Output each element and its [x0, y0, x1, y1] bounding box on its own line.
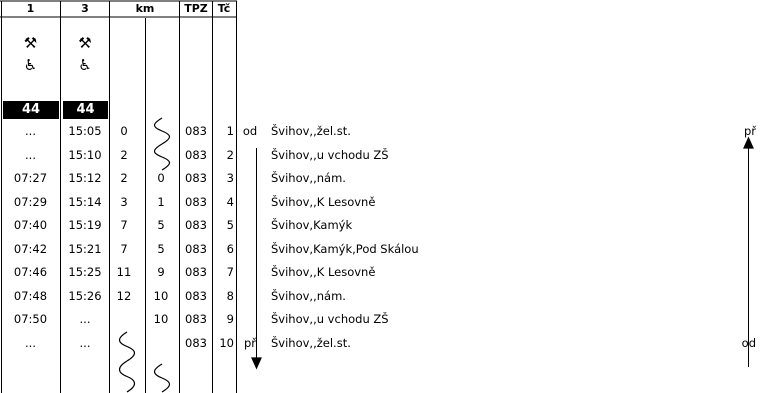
- cell-tpz: 083: [185, 241, 207, 256]
- cell-stop: Švihov,,žel.st.: [271, 124, 351, 138]
- wheelchair-icon: ♿: [23, 56, 38, 74]
- cell-stop: Švihov,,K Lesovně: [271, 265, 376, 279]
- cell-km1: 2: [120, 147, 128, 162]
- cell-tpz: 083: [185, 312, 207, 326]
- cell-t3: 15:14: [68, 194, 102, 209]
- cell-mark: př: [243, 335, 257, 350]
- cell-tc: 1: [226, 124, 234, 138]
- cell-tc: 8: [226, 288, 234, 303]
- cell-tpz: 083: [185, 335, 207, 350]
- cell-t3: ...: [79, 312, 91, 326]
- skip-mark: [155, 118, 170, 144]
- header-col3: 3: [81, 2, 89, 15]
- header-col1: 1: [26, 2, 35, 15]
- cell-tpz: 083: [185, 265, 207, 279]
- cell-mark: od: [242, 124, 258, 138]
- cell-tc: 2: [226, 147, 234, 162]
- header-tc: Tč: [217, 2, 231, 15]
- cell-km2: 10: [153, 312, 169, 326]
- cell-km1: 12: [116, 288, 132, 303]
- cell-tc: 7: [226, 265, 234, 279]
- cell-stop: Švihov,,nám.: [271, 288, 346, 303]
- cell-km1: 2: [120, 171, 128, 185]
- cell-right: př: [743, 124, 756, 138]
- cell-tc: 5: [226, 218, 234, 232]
- cell-stop: Švihov,Kamýk: [271, 218, 353, 232]
- up-arrow-head: [744, 138, 753, 148]
- cell-km2: 1: [157, 194, 165, 209]
- down-arrow-head: [252, 358, 261, 368]
- cell-t1: 07:46: [13, 265, 48, 279]
- skip-mark: [155, 364, 170, 392]
- cell-t3: 15:12: [68, 171, 102, 185]
- line-badge: 44: [3, 101, 59, 119]
- cell-stop: Švihov,,u vchodu ZŠ: [271, 147, 389, 162]
- cell-t1: ...: [25, 335, 36, 350]
- cell-t3: ...: [79, 335, 91, 350]
- cell-t1: 07:42: [13, 241, 48, 256]
- cell-stop: Švihov,,nám.: [271, 171, 346, 185]
- cell-tc: 9: [226, 312, 234, 326]
- hammers-icon: ⚒: [23, 34, 38, 52]
- cell-tc: 10: [219, 335, 234, 350]
- cell-tpz: 083: [185, 124, 207, 138]
- line-badge: 44: [63, 101, 108, 119]
- cell-t1: ...: [25, 147, 36, 162]
- cell-t1: 07:50: [13, 312, 48, 326]
- cell-stop: Švihov,,žel.st.: [271, 335, 351, 350]
- cell-km2: 0: [157, 171, 165, 185]
- cell-t1: ...: [25, 124, 36, 138]
- cell-km1: 11: [116, 265, 132, 279]
- cell-t1: 07:27: [13, 171, 48, 185]
- header-tpz: TPZ: [184, 2, 208, 15]
- cell-tpz: 083: [185, 288, 207, 303]
- skip-mark: [155, 144, 170, 170]
- cell-stop: Švihov,Kamýk,Pod Skálou: [271, 241, 419, 256]
- cell-tpz: 083: [185, 194, 207, 209]
- cell-km2: 10: [153, 288, 169, 303]
- cell-tc: 6: [226, 241, 234, 256]
- cell-t3: 15:26: [68, 288, 102, 303]
- cell-km2: 5: [157, 241, 165, 256]
- cell-right: od: [741, 335, 756, 350]
- skip-mark: [120, 361, 135, 392]
- cell-km1: 7: [120, 218, 128, 232]
- cell-t3: 15:19: [68, 218, 102, 232]
- cell-stop: Švihov,,u vchodu ZŠ: [271, 312, 389, 326]
- cell-stop: Švihov,,K Lesovně: [271, 194, 376, 209]
- cell-t1: 07:48: [13, 288, 48, 303]
- cell-tpz: 083: [185, 147, 207, 162]
- cell-km1: 3: [120, 194, 128, 209]
- cell-km2: 9: [157, 265, 165, 279]
- cell-km1: 0: [120, 124, 128, 138]
- cell-t3: 15:05: [68, 124, 102, 138]
- cell-t3: 15:10: [68, 147, 102, 162]
- wheelchair-icon: ♿: [78, 56, 92, 74]
- header-km: km: [135, 2, 155, 15]
- cell-tpz: 083: [185, 171, 207, 185]
- cell-t3: 15:21: [68, 241, 102, 256]
- cell-km2: 5: [157, 218, 165, 232]
- skip-mark: [120, 332, 135, 361]
- cell-tc: 3: [226, 171, 234, 185]
- hammers-icon: ⚒: [78, 34, 92, 52]
- cell-tpz: 083: [185, 218, 207, 232]
- cell-tc: 4: [226, 194, 234, 209]
- cell-t1: 07:29: [13, 194, 48, 209]
- cell-t1: 07:40: [13, 218, 48, 232]
- cell-km1: 7: [120, 241, 128, 256]
- cell-t3: 15:25: [68, 265, 102, 279]
